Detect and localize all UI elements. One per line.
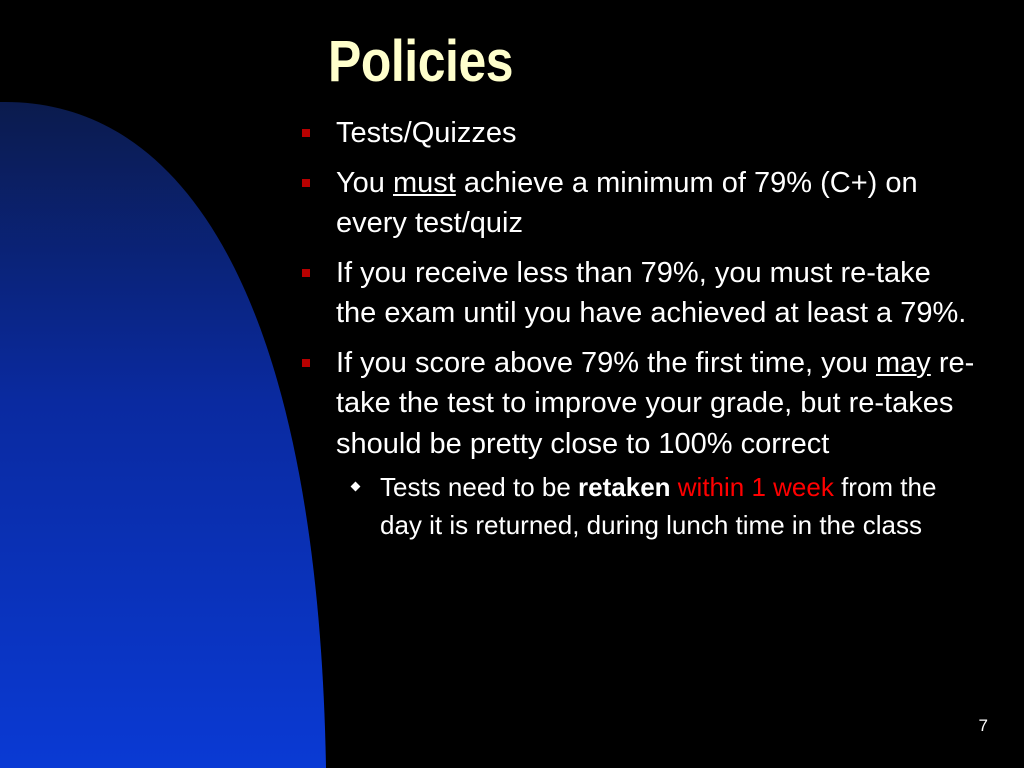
bullet-text-pre: You <box>336 166 393 199</box>
square-bullet-icon <box>302 359 310 367</box>
underlined-word: must <box>393 166 456 199</box>
sub-text-post: from the day it is returned, during lunch time in the class <box>380 472 937 540</box>
bullet-text: Tests/Quizzes <box>336 117 517 149</box>
bullet-text: If you receive less than 79%, you must re-take the exam until you have achieved at least a 79%. <box>336 256 967 329</box>
bullet-list <box>296 113 976 544</box>
bold-word: retaken <box>578 472 671 502</box>
square-bullet-icon <box>302 179 310 187</box>
sub-text-pre: Tests need to be <box>380 472 579 502</box>
bullet-item-tests-quizzes <box>296 113 976 154</box>
red-emphasis: within 1 week <box>677 472 834 502</box>
bullet-text-post: re-take the test to improve your grade, but re-takes should be pretty close to 100% correct <box>336 346 975 460</box>
square-bullet-icon <box>302 129 310 137</box>
sub-bullet-item <box>296 469 976 544</box>
sub-text-space <box>671 472 678 502</box>
bullet-text-pre: If you score above 79% the first time, you <box>336 346 876 379</box>
square-bullet-icon <box>302 269 310 277</box>
underlined-word: may <box>875 346 931 379</box>
bullet-item-retake <box>296 253 976 334</box>
page-number: 7 <box>978 716 988 735</box>
slide-title: Policies <box>328 29 514 94</box>
bullet-text-post: achieve a minimum of 79% (C+) on every test/quiz <box>336 166 918 239</box>
diamond-bullet-icon <box>351 482 361 492</box>
bullet-item-improve <box>296 343 976 465</box>
bullet-item-minimum <box>296 163 976 244</box>
